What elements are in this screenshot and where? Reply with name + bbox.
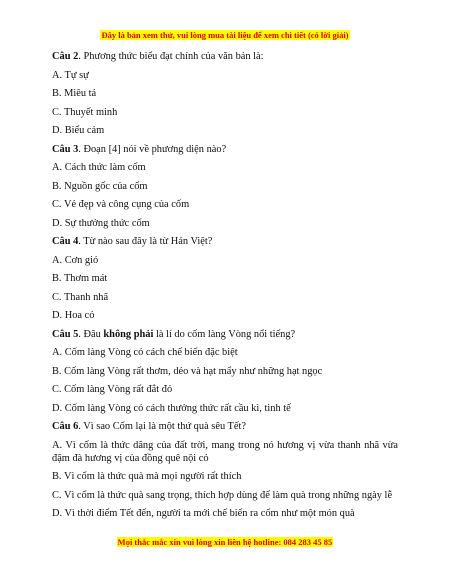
question-6	[52, 420, 398, 433]
question-label: Câu 6	[52, 421, 79, 432]
answer-option: B. Nguồn gốc của cốm	[52, 180, 148, 192]
question-5	[52, 328, 398, 341]
answer-option: D. Hoa cỏ	[52, 310, 95, 321]
question-text: . Phương thức biểu đạt chính của văn bản là:	[78, 51, 264, 62]
answer-option: B. Vì cốm là thức quà mà mọi người rất thích	[52, 471, 242, 482]
answer-option: D. Sự thưởng thức cốm	[52, 217, 150, 229]
document-body	[52, 50, 398, 526]
answer-option: C. Thanh nhã	[52, 291, 109, 303]
answer-option: D. Cốm làng Vòng có cách thưởng thức rất cầu kì, tinh tế	[52, 402, 291, 414]
question-text: . Vì sao Cốm lại là một thứ quà sêu Tết?	[78, 421, 247, 432]
answer-option: A. Vì cốm là thức dâng của đất trời, mang trong nó hương vị vừa thanh nhã vừa đậm đà hương vị của đồng quê nội cỏ	[52, 439, 398, 464]
question-text: . Từ nào sau đây là từ Hán Việt?	[78, 236, 213, 247]
answer-option: B. Miêu tả	[52, 88, 97, 99]
answer-option: D. Vì thời điểm Tết đến, người ta mới chế biến ra cốm như một món quà	[52, 508, 355, 519]
question-label: Câu 4	[52, 236, 79, 247]
question-label: Câu 5	[52, 328, 79, 340]
question-label: Câu 2	[52, 51, 79, 62]
answer-option: A. Cơn gió	[52, 254, 99, 266]
answer-option: B. Thơm mát	[52, 273, 108, 284]
question-text-emphasis: không phải	[103, 328, 154, 340]
question-text-post: là lí do cốm làng Vòng nổi tiếng?	[153, 328, 296, 340]
answer-option: C. Thuyết minh	[52, 106, 118, 118]
answer-option: A. Cốm làng Vòng có cách chế biến đặc biệt	[52, 347, 238, 358]
hotline-notice-banner	[0, 537, 450, 547]
question-text-pre: . Đâu	[78, 328, 104, 340]
question-3	[52, 143, 398, 156]
answer-option: C. Vẻ đẹp và công cụng của cốm	[52, 199, 190, 210]
answer-option: A. Cách thức làm cốm	[52, 162, 146, 173]
hotline-notice-text: Mọi thắc mắc xin vui lòng xin liên hệ hotline: 084 283 45 85	[117, 537, 333, 547]
answer-option: C. Cốm làng Vòng rất đắt đỏ	[52, 384, 173, 395]
question-label: Câu 3	[52, 143, 79, 155]
question-4	[52, 235, 398, 248]
question-2	[52, 50, 398, 63]
question-text: . Đoạn [4] nói về phương diện nào?	[78, 143, 227, 155]
answer-option: A. Tự sự	[52, 69, 89, 81]
preview-notice-banner	[0, 30, 450, 40]
preview-notice-text: Đây là bản xem thử, vui lòng mua tài liệu để xem chi tiết (có lời giải)	[101, 30, 349, 40]
answer-option: C. Vì cốm là thức quà sang trọng, thích hợp dùng để làm quà trong những ngày lễ	[52, 489, 393, 501]
answer-option: B. Cốm làng Vòng rất thơm, dẻo và hạt mẩy như những hạt ngọc	[52, 365, 323, 377]
answer-option: D. Biểu cảm	[52, 125, 105, 136]
